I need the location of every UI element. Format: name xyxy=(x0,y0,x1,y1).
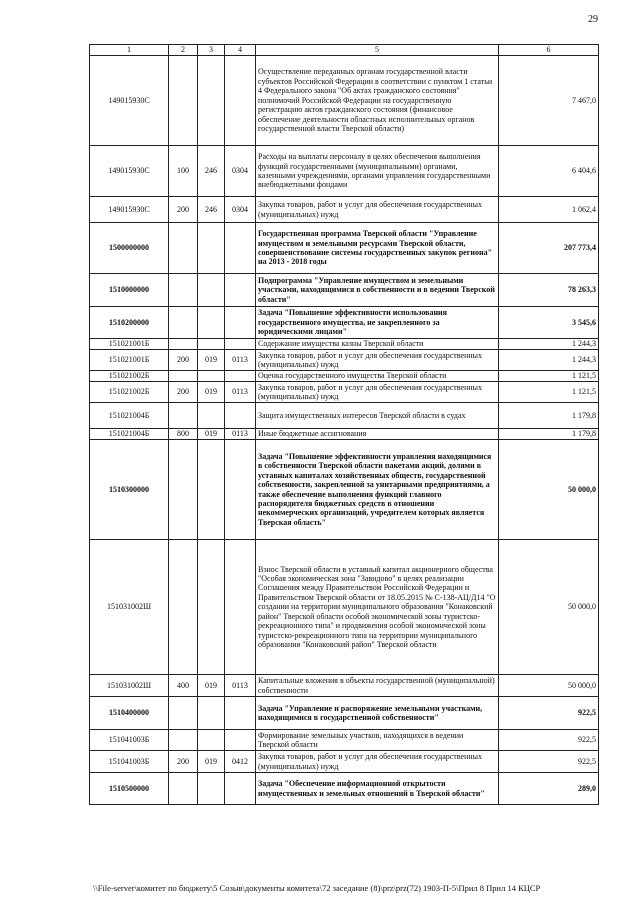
table-row xyxy=(90,371,599,382)
table-row xyxy=(90,350,599,371)
table-row xyxy=(90,675,599,697)
row-code: 151021001Б xyxy=(90,350,169,371)
column-header: 5 xyxy=(256,45,499,56)
row-code: 151021004Б xyxy=(90,429,169,440)
row-amount: 207 773,4 xyxy=(499,223,599,274)
table-row xyxy=(90,429,599,440)
row-expense-type: 100 xyxy=(169,146,198,197)
row-amount: 1 244,3 xyxy=(499,350,599,371)
table-header-row xyxy=(90,45,599,56)
row-amount: 78 263,3 xyxy=(499,274,599,307)
row-expense-type xyxy=(169,371,198,382)
budget-table xyxy=(89,44,599,805)
row-code: 151031002Ш xyxy=(90,540,169,675)
row-amount: 7 467,0 xyxy=(499,56,599,146)
row-section-code: 0304 xyxy=(225,146,256,197)
row-description: Задача "Управление и распоряжение земельными участками, находящимися в государственной собственности" xyxy=(256,697,499,730)
row-ministry-code: 246 xyxy=(198,146,225,197)
row-ministry-code: 019 xyxy=(198,350,225,371)
row-ministry-code xyxy=(198,773,225,805)
row-section-code xyxy=(225,274,256,307)
table-row xyxy=(90,382,599,403)
table-row xyxy=(90,146,599,197)
row-section-code xyxy=(225,540,256,675)
row-description: Взнос Тверской области в уставный капитал акционерного общества "Особая экономическая зона "Завидово" в целях реализации Соглашения между Правительством Российской Федерации и Правительством Тверской области от 18.05.2015 № С-138-АЦ/Д14 "О создании на территории муниципального образования "Конаковский район" Тверской области особой экономической зоны туристско-рекреационного типа" и продвижения особой экономической зоны туристско-рекреационного типа на территории муниципального образования "Конаковский район" Тверской области xyxy=(256,540,499,675)
row-description: Задача "Обеспечение информационной открытости имущественных и земельных отношений в Тверской области" xyxy=(256,773,499,805)
row-description: Закупка товаров, работ и услуг для обеспечения государственных (муниципальных) нужд xyxy=(256,751,499,773)
row-ministry-code xyxy=(198,730,225,751)
row-code: 1510400000 xyxy=(90,697,169,730)
column-header: 2 xyxy=(169,45,198,56)
row-amount: 1 179,8 xyxy=(499,403,599,429)
row-description: Подпрограмма "Управление имуществом и земельными участками, находящимися в собственности и в ведении Тверской области" xyxy=(256,274,499,307)
table-row xyxy=(90,773,599,805)
row-description: Расходы на выплаты персоналу в целях обеспечения выполнения функций государственными (муниципальными) органами, казенными учреждениями, органами управления государственными внебюджетными фондами xyxy=(256,146,499,197)
table-row xyxy=(90,223,599,274)
row-description: Закупка товаров, работ и услуг для обеспечения государственных (муниципальных) нужд xyxy=(256,197,499,223)
row-amount: 1 244,3 xyxy=(499,339,599,350)
table-row xyxy=(90,540,599,675)
row-description: Оценка государственного имущества Тверской области xyxy=(256,371,499,382)
row-amount: 922,5 xyxy=(499,751,599,773)
row-code: 1510000000 xyxy=(90,274,169,307)
row-ministry-code: 019 xyxy=(198,429,225,440)
row-section-code: 0113 xyxy=(225,350,256,371)
table-row xyxy=(90,730,599,751)
row-description: Формирование земельных участков, находящихся в ведении Тверской области xyxy=(256,730,499,751)
row-amount: 50 000,0 xyxy=(499,540,599,675)
row-code: 151041003Б xyxy=(90,751,169,773)
row-ministry-code xyxy=(198,440,225,540)
row-expense-type: 400 xyxy=(169,675,198,697)
row-expense-type xyxy=(169,339,198,350)
table-row xyxy=(90,751,599,773)
row-section-code: 0113 xyxy=(225,675,256,697)
row-section-code xyxy=(225,440,256,540)
row-section-code xyxy=(225,56,256,146)
row-amount: 1 121,5 xyxy=(499,382,599,403)
row-ministry-code xyxy=(198,56,225,146)
row-amount: 1 179,8 xyxy=(499,429,599,440)
row-section-code xyxy=(225,307,256,339)
row-ministry-code: 246 xyxy=(198,197,225,223)
row-section-code: 0113 xyxy=(225,429,256,440)
row-description: Государственная программа Тверской области "Управление имуществом и земельными ресурсами Тверской области, совершенствование системы государственных закупок региона" на 2013 - 2018 годы xyxy=(256,223,499,274)
row-section-code xyxy=(225,371,256,382)
row-amount: 6 404,6 xyxy=(499,146,599,197)
row-section-code: 0113 xyxy=(225,382,256,403)
row-code: 1510500000 xyxy=(90,773,169,805)
table-row xyxy=(90,56,599,146)
row-description: Капитальные вложения в объекты государственной (муниципальной) собственности xyxy=(256,675,499,697)
row-expense-type: 200 xyxy=(169,382,198,403)
row-expense-type xyxy=(169,274,198,307)
row-description: Закупка товаров, работ и услуг для обеспечения государственных (муниципальных) нужд xyxy=(256,350,499,371)
row-amount: 3 545,6 xyxy=(499,307,599,339)
row-ministry-code xyxy=(198,339,225,350)
row-section-code: 0412 xyxy=(225,751,256,773)
row-code: 1510200000 xyxy=(90,307,169,339)
row-amount: 50 000,0 xyxy=(499,440,599,540)
file-path-footer: \\File-server\комитет по бюджету\5 Созыв\документы комитета\72 заседание (8)\prz\prz(72) 1903-П-5\Прил 8 Прил 14 КЦСР xyxy=(93,883,541,893)
row-code: 149015930С xyxy=(90,197,169,223)
row-description: Осуществление переданных органам государственной власти субъектов Российской Федерации в соответствии с пунктом 1 статьи 4 Федерального закона "Об актах гражданского состояния" полномочий Российской Федерации на государственную регистрацию актов гражданского состояния (финансовое обеспечение деятельности областных исполнительных органов государственной власти Тверской области) xyxy=(256,56,499,146)
row-amount: 50 000,0 xyxy=(499,675,599,697)
row-code: 151021004Б xyxy=(90,403,169,429)
row-section-code xyxy=(225,697,256,730)
row-code: 151031002Ш xyxy=(90,675,169,697)
row-ministry-code: 019 xyxy=(198,751,225,773)
table-row xyxy=(90,403,599,429)
row-ministry-code xyxy=(198,307,225,339)
row-expense-type xyxy=(169,697,198,730)
row-ministry-code: 019 xyxy=(198,675,225,697)
row-section-code xyxy=(225,339,256,350)
row-description: Задача "Повышение эффективности использования государственного имущества, не закрепленного за юридическими лицами" xyxy=(256,307,499,339)
column-header: 1 xyxy=(90,45,169,56)
column-header: 3 xyxy=(198,45,225,56)
row-expense-type xyxy=(169,540,198,675)
table-row xyxy=(90,440,599,540)
row-section-code xyxy=(225,403,256,429)
row-amount: 289,0 xyxy=(499,773,599,805)
row-section-code: 0304 xyxy=(225,197,256,223)
row-description: Иные бюджетные ассигнования xyxy=(256,429,499,440)
row-amount: 1 062,4 xyxy=(499,197,599,223)
table-row xyxy=(90,274,599,307)
row-description: Закупка товаров, работ и услуг для обеспечения государственных (муниципальных) нужд xyxy=(256,382,499,403)
row-amount: 1 121,5 xyxy=(499,371,599,382)
row-section-code xyxy=(225,730,256,751)
row-description: Защита имущественных интересов Тверской области в судах xyxy=(256,403,499,429)
column-header: 4 xyxy=(225,45,256,56)
row-ministry-code xyxy=(198,274,225,307)
row-code: 1510300000 xyxy=(90,440,169,540)
table-row xyxy=(90,697,599,730)
row-code: 1500000000 xyxy=(90,223,169,274)
row-amount: 922,5 xyxy=(499,730,599,751)
row-code: 151021001Б xyxy=(90,339,169,350)
row-expense-type: 200 xyxy=(169,751,198,773)
page-number: 29 xyxy=(588,14,598,25)
row-section-code xyxy=(225,223,256,274)
column-header: 6 xyxy=(499,45,599,56)
row-expense-type xyxy=(169,307,198,339)
row-description: Задача "Повышение эффективности управления находящимися в собственности Тверской области пакетами акций, долями в уставных капиталах хозяйственных обществ, государственной собственности, закрепленной за унитарными предприятиями, а также обеспечение выполнения функций главного распорядителя бюджетных средств в отношении некоммерческих организаций, учредителем которых является Тверская область" xyxy=(256,440,499,540)
row-expense-type: 200 xyxy=(169,197,198,223)
row-section-code xyxy=(225,773,256,805)
row-ministry-code xyxy=(198,540,225,675)
table-row xyxy=(90,339,599,350)
row-ministry-code xyxy=(198,371,225,382)
row-description: Содержание имущества казны Тверской области xyxy=(256,339,499,350)
row-code: 151021002Б xyxy=(90,382,169,403)
row-amount: 922,5 xyxy=(499,697,599,730)
row-ministry-code: 019 xyxy=(198,382,225,403)
row-ministry-code xyxy=(198,223,225,274)
row-expense-type xyxy=(169,773,198,805)
row-code: 151021002Б xyxy=(90,371,169,382)
row-ministry-code xyxy=(198,403,225,429)
row-expense-type xyxy=(169,440,198,540)
row-expense-type xyxy=(169,56,198,146)
row-expense-type xyxy=(169,730,198,751)
row-code: 149015930С xyxy=(90,56,169,146)
row-expense-type: 800 xyxy=(169,429,198,440)
row-expense-type: 200 xyxy=(169,350,198,371)
row-expense-type xyxy=(169,223,198,274)
row-code: 149015930С xyxy=(90,146,169,197)
row-ministry-code xyxy=(198,697,225,730)
row-expense-type xyxy=(169,403,198,429)
table-row xyxy=(90,307,599,339)
row-code: 151041003Б xyxy=(90,730,169,751)
table-row xyxy=(90,197,599,223)
